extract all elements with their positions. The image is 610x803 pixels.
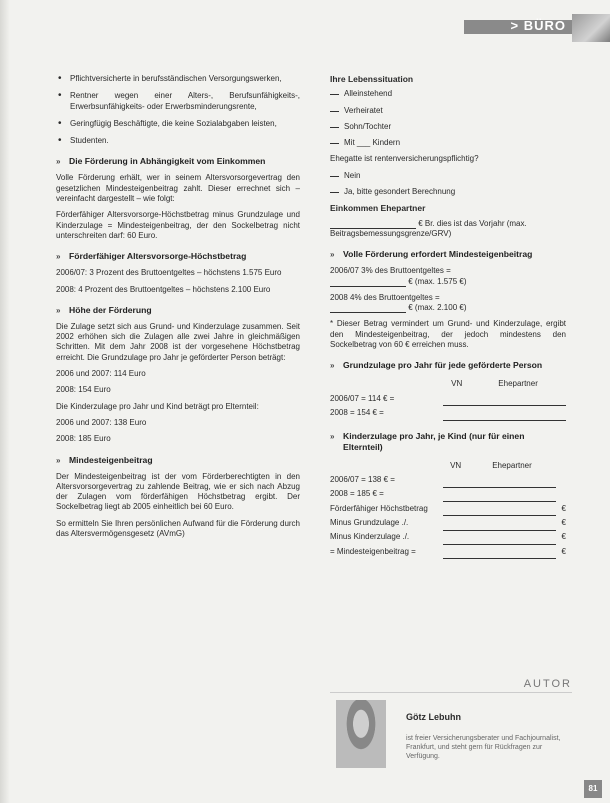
paragraph: Die Kinderzulage pro Jahr und Kind beträgt pro Elternteil: <box>56 401 259 411</box>
row-label: Minus Kinderzulage ./. <box>330 532 410 542</box>
calc-line: € (max. 1.575 €) <box>408 276 467 286</box>
column-header: Ehepartner <box>498 379 538 389</box>
calc-line-row <box>330 303 566 313</box>
child-allowance-table <box>330 459 566 560</box>
checkbox-line[interactable] <box>330 110 339 112</box>
paragraph: Der Mindesteigenbeitrag ist der vom Förderberechtigten in den Altersvorsorgevertrag zu zahlende Beitrag, wie er sich nach Abzug der Zulagen vom förderfähigen Höchstbetrag ergibt. Der Sockelbetrag liegt ab 2005 einheitlich bei 60 Euro. <box>56 471 300 512</box>
amount-field[interactable] <box>468 502 556 516</box>
section-header <box>460 14 610 38</box>
amount-field[interactable] <box>443 530 468 544</box>
section-max-amount <box>56 251 300 262</box>
list-item: • Pflichtversicherte in berufsständischen Versorgungswerken, <box>56 74 300 84</box>
paragraph: So ermitteln Sie Ihren persönlichen Aufwand für die Förderung durch das Altersvermögensgesetz (AVmG) <box>56 518 300 539</box>
paragraph: 2008: 185 Euro <box>56 434 111 444</box>
amount-field[interactable] <box>443 473 468 487</box>
option-label: Verheiratet <box>344 105 383 115</box>
amount-field[interactable] <box>468 473 556 487</box>
table-row <box>330 392 566 406</box>
amount-field[interactable] <box>443 516 468 530</box>
column-header: VN <box>451 379 463 389</box>
row-label: Minus Grundzulage ./. <box>330 517 409 527</box>
checkbox-line[interactable] <box>330 93 339 95</box>
table-row <box>330 516 566 530</box>
amount-field[interactable] <box>330 278 406 287</box>
table-row <box>330 406 566 420</box>
checkbox-line[interactable] <box>330 175 339 177</box>
euro-sign: € <box>561 546 566 556</box>
euro-sign: € <box>561 532 566 542</box>
situation-option[interactable] <box>330 122 566 132</box>
column-header: VN <box>450 460 462 470</box>
table-row <box>330 545 566 559</box>
author-photo <box>336 700 386 768</box>
spouse-option[interactable] <box>330 187 566 197</box>
section-heading: » Volle Förderung erfordert Mindesteigenbeitrag <box>330 249 566 260</box>
calc-line-row <box>330 277 566 287</box>
row-label: 2006/07 = 114 € = <box>330 393 395 403</box>
amount-field[interactable] <box>443 545 468 559</box>
amount-field[interactable] <box>468 545 556 559</box>
row-label: Förderfähiger Höchstbetrag <box>330 503 428 513</box>
calc-line: 2006/07 3% des Bruttoentgeltes = <box>330 266 451 276</box>
footnote: * Dieser Betrag vermindert um Grund- und Kinderzulage, ergibt den Mindesteigenbeitrag, der jedoch mindestens den Sockelbetrag von 60 € erreichen muss. <box>330 319 566 350</box>
section-title: > BÜRO <box>510 18 566 33</box>
amount-field[interactable] <box>470 392 566 406</box>
checkbox-line[interactable] <box>330 142 339 144</box>
section-heading: » Die Förderung in Abhängigkeit vom Einkommen <box>56 156 300 167</box>
basic-allowance-table <box>330 377 566 420</box>
paragraph: 2006/07: 3 Prozent des Bruttoentgeltes – höchstens 1.575 Euro <box>56 268 282 278</box>
left-column <box>56 74 300 545</box>
page-number: 81 <box>584 780 602 798</box>
table-row <box>330 502 566 516</box>
spouse-question: Ehegatte ist rentenversicherungspflichtig? <box>330 154 479 164</box>
option-label: Ja, bitte gesondert Berechnung <box>344 187 456 197</box>
euro-sign: € <box>561 517 566 527</box>
paragraph: 2008: 4 Prozent des Bruttoentgeltes – höchstens 2.100 Euro <box>56 284 271 294</box>
table-row <box>330 473 566 487</box>
spouse-income-row <box>330 219 566 240</box>
table-row <box>330 530 566 544</box>
calc-line: 2008 4% des Bruttoentgeltes = <box>330 292 440 302</box>
amount-field[interactable] <box>443 487 468 501</box>
paragraph: 2006 und 2007: 114 Euro <box>56 369 146 379</box>
amount-field[interactable] <box>468 487 556 501</box>
spouse-income-note: € Br. dies ist das Vorjahr (max. Beitragsbemessungsgrenze/GRV) <box>330 218 527 238</box>
calc-line: € (max. 2.100 €) <box>408 303 467 313</box>
amount-field[interactable] <box>468 530 556 544</box>
paragraph: 2008: 154 Euro <box>56 385 111 395</box>
section-heading: » Grundzulage pro Jahr für jede geförderte Person <box>330 360 566 371</box>
row-label: = Mindesteigenbeitrag = <box>330 546 416 556</box>
section-heading: » Mindesteigenbeitrag <box>56 455 300 466</box>
section-min-contribution <box>56 455 300 466</box>
section-child-allowance <box>330 431 566 453</box>
row-label: 2008 = 185 € = <box>330 489 384 499</box>
situation-option[interactable] <box>330 106 566 116</box>
row-label: 2008 = 154 € = <box>330 407 384 417</box>
section-heading: » Höhe der Förderung <box>56 305 300 316</box>
section-full-subsidy <box>330 249 566 260</box>
paragraph: Förderfähiger Altersvorsorge-Höchstbetrag minus Grundzulage und Kinderzulage = Mindesteigenbeitrag, der den Sockelbetrag nicht unterschreiten darf: 60 Euro. <box>56 210 300 240</box>
section-income <box>56 156 300 167</box>
table-row <box>330 487 566 501</box>
row-label: 2006/07 = 138 € = <box>330 475 395 485</box>
scan-edge <box>0 0 10 803</box>
spouse-option[interactable] <box>330 171 566 181</box>
option-label: Alleinstehend <box>344 89 393 99</box>
spouse-income-field[interactable] <box>330 220 416 229</box>
option-label: Sohn/Tochter <box>344 121 392 131</box>
author-box <box>330 678 572 788</box>
paragraph: Die Zulage setzt sich aus Grund- und Kinderzulage zusammen. Seit 2002 erhöhen sich die Zulagen alle zwei Jahre in gleichmäßigen Schritten. Mit dem Jahr 2008 ist der vorgesehene Höchstbetrag erreicht. Die Grundzulage pro Jahr je geförderter Person beträgt: <box>56 321 300 362</box>
amount-field[interactable] <box>443 392 470 406</box>
euro-sign: € <box>561 503 566 513</box>
situation-title: Ihre Lebenssituation <box>330 74 414 84</box>
list-item: • Rentner wegen einer Alters-, Berufsunfähigkeits-, Erwerbsunfähigkeits- oder Erwerbsminderungsrente, <box>56 91 300 112</box>
situation-option[interactable] <box>330 89 566 99</box>
eligibility-exclusions-list <box>56 74 300 146</box>
paragraph: Volle Förderung erhält, wer in seinem Altersvorsorgevertrag den gesetzlichen Mindesteigenbeitrag zahlt. Dieser errechnet sich – vereinfacht dargestellt – wie folgt: <box>56 173 300 204</box>
column-header: Ehepartner <box>492 460 532 470</box>
section-image <box>572 14 610 42</box>
section-subsidy-amount <box>56 305 300 316</box>
section-heading: » Kinderzulage pro Jahr, je Kind (nur für einen Elternteil) <box>330 431 566 453</box>
author-box-title: AUTOR <box>330 678 572 693</box>
paragraph: 2006 und 2007: 138 Euro <box>56 417 147 427</box>
section-heading: » Förderfähiger Altersvorsorge-Höchstbetrag <box>56 251 300 262</box>
checkbox-line[interactable] <box>330 191 339 193</box>
option-label: Nein <box>344 170 361 180</box>
section-basic-allowance <box>330 360 566 371</box>
amount-field[interactable] <box>443 406 470 420</box>
amount-field[interactable] <box>470 406 566 420</box>
list-item: • Geringfügig Beschäftigte, die keine Sozialabgaben leisten, <box>56 119 300 129</box>
option-label: Mit ___ Kindern <box>344 138 401 148</box>
situation-option[interactable] <box>330 138 566 148</box>
amount-field[interactable] <box>330 304 406 313</box>
author-bio: ist freier Versicherungsberater und Fachjournalist, Frankfurt, und steht gern für Rückfragen zur Verfügung. <box>406 735 561 760</box>
author-name: Götz Lebuhn <box>406 712 461 722</box>
checkbox-line[interactable] <box>330 126 339 128</box>
amount-field[interactable] <box>443 502 468 516</box>
list-item: • Studenten. <box>56 136 300 146</box>
spouse-income-label: Einkommen Ehepartner <box>330 203 426 214</box>
right-column-worksheet <box>330 74 566 559</box>
amount-field[interactable] <box>468 516 556 530</box>
